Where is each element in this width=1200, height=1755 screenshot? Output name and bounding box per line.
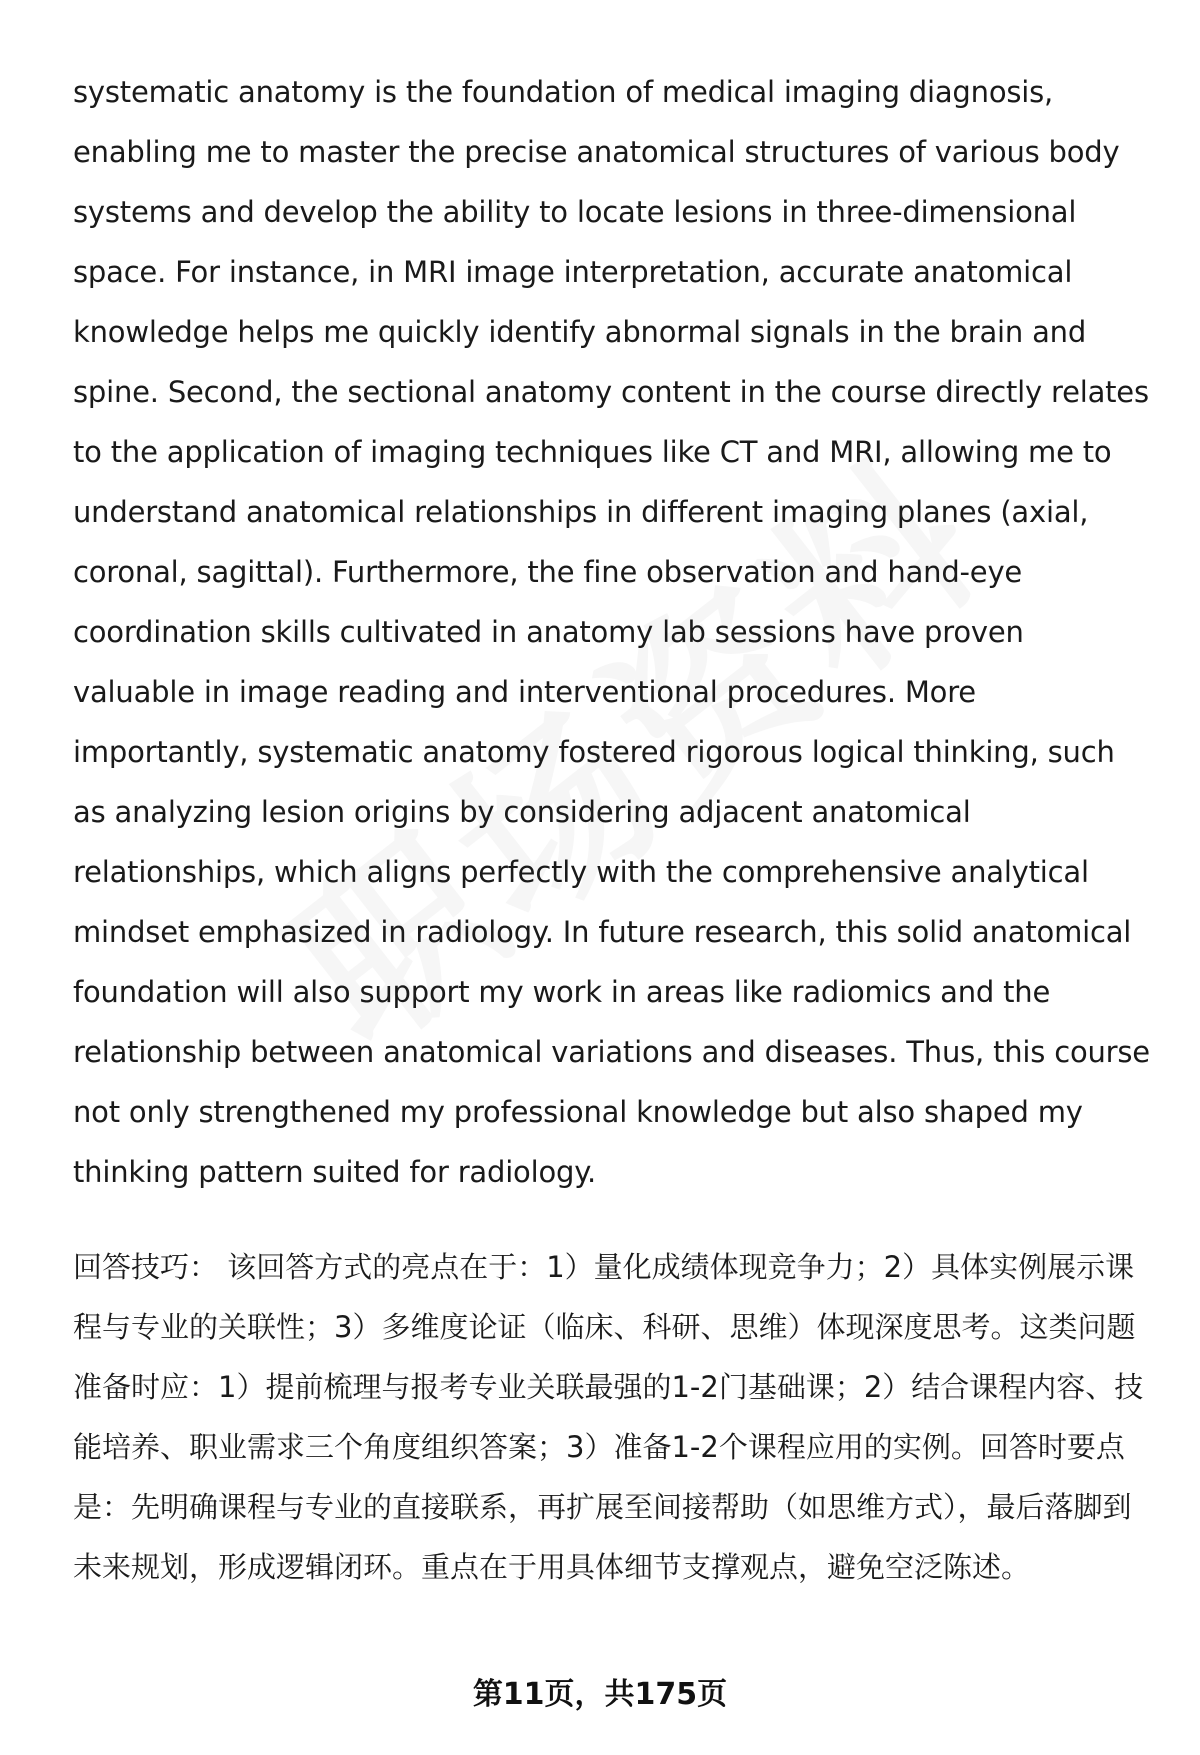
document-page: [73, 62, 1153, 1597]
page-number: 第11页，共175页: [472, 1677, 728, 1712]
answer-tip-paragraph: [73, 1237, 1153, 1597]
answer-paragraph: systematic anatomy is the foundation of medical imaging diagnosis, enabling me to master the precise anatomical structures of various body systems and develop the ability to locate lesions in three-dimensional space. For instance, in MRI image interpretation, accurate anatomical knowledge helps me quickly identify abnormal signals in the brain and spine. Second, the sectional anatomy content in the course directly relates to the application of imaging techniques like CT and MRI, allowing me to understand anatomical relationships in different imaging planes (axial, coronal, sagittal). Furthermore, the fine observation and hand-eye coordination skills cultivated in anatomy lab sessions have proven valuable in image reading and interventional procedures. More importantly, systematic anatomy fostered rigorous logical thinking, such as analyzing lesion origins by considering adjacent anatomical relationships, which aligns perfectly with the comprehensive analytical mindset emphasized in radiology. In future research, this solid anatomical foundation will also support my work in areas like radiomics and the relationship between anatomical variations and diseases. Thus, this course not only strengthened my professional knowledge but also shaped my thinking pattern suited for radiology.: [73, 75, 1150, 1189]
tip-label: 回答技巧：: [73, 1250, 219, 1284]
tip-text: 该回答方式的亮点在于：1）量化成绩体现竞争力；2）具体实例展示课程与专业的关联性；3）多维度论证（临床、科研、思维）体现深度思考。这类问题准备时应：1）提前梳理与报考专业关联最强的1-2门基础课；2）结合课程内容、技能培养、职业需求三个角度组织答案；3）准备1-2个课程应用的实例。回答时要点是：先明确课程与专业的直接联系，再扩展至间接帮助（如思维方式），最后落脚到未来规划，形成逻辑闭环。重点在于用具体细节支撑观点，避免空泛陈述。: [73, 1250, 1144, 1584]
